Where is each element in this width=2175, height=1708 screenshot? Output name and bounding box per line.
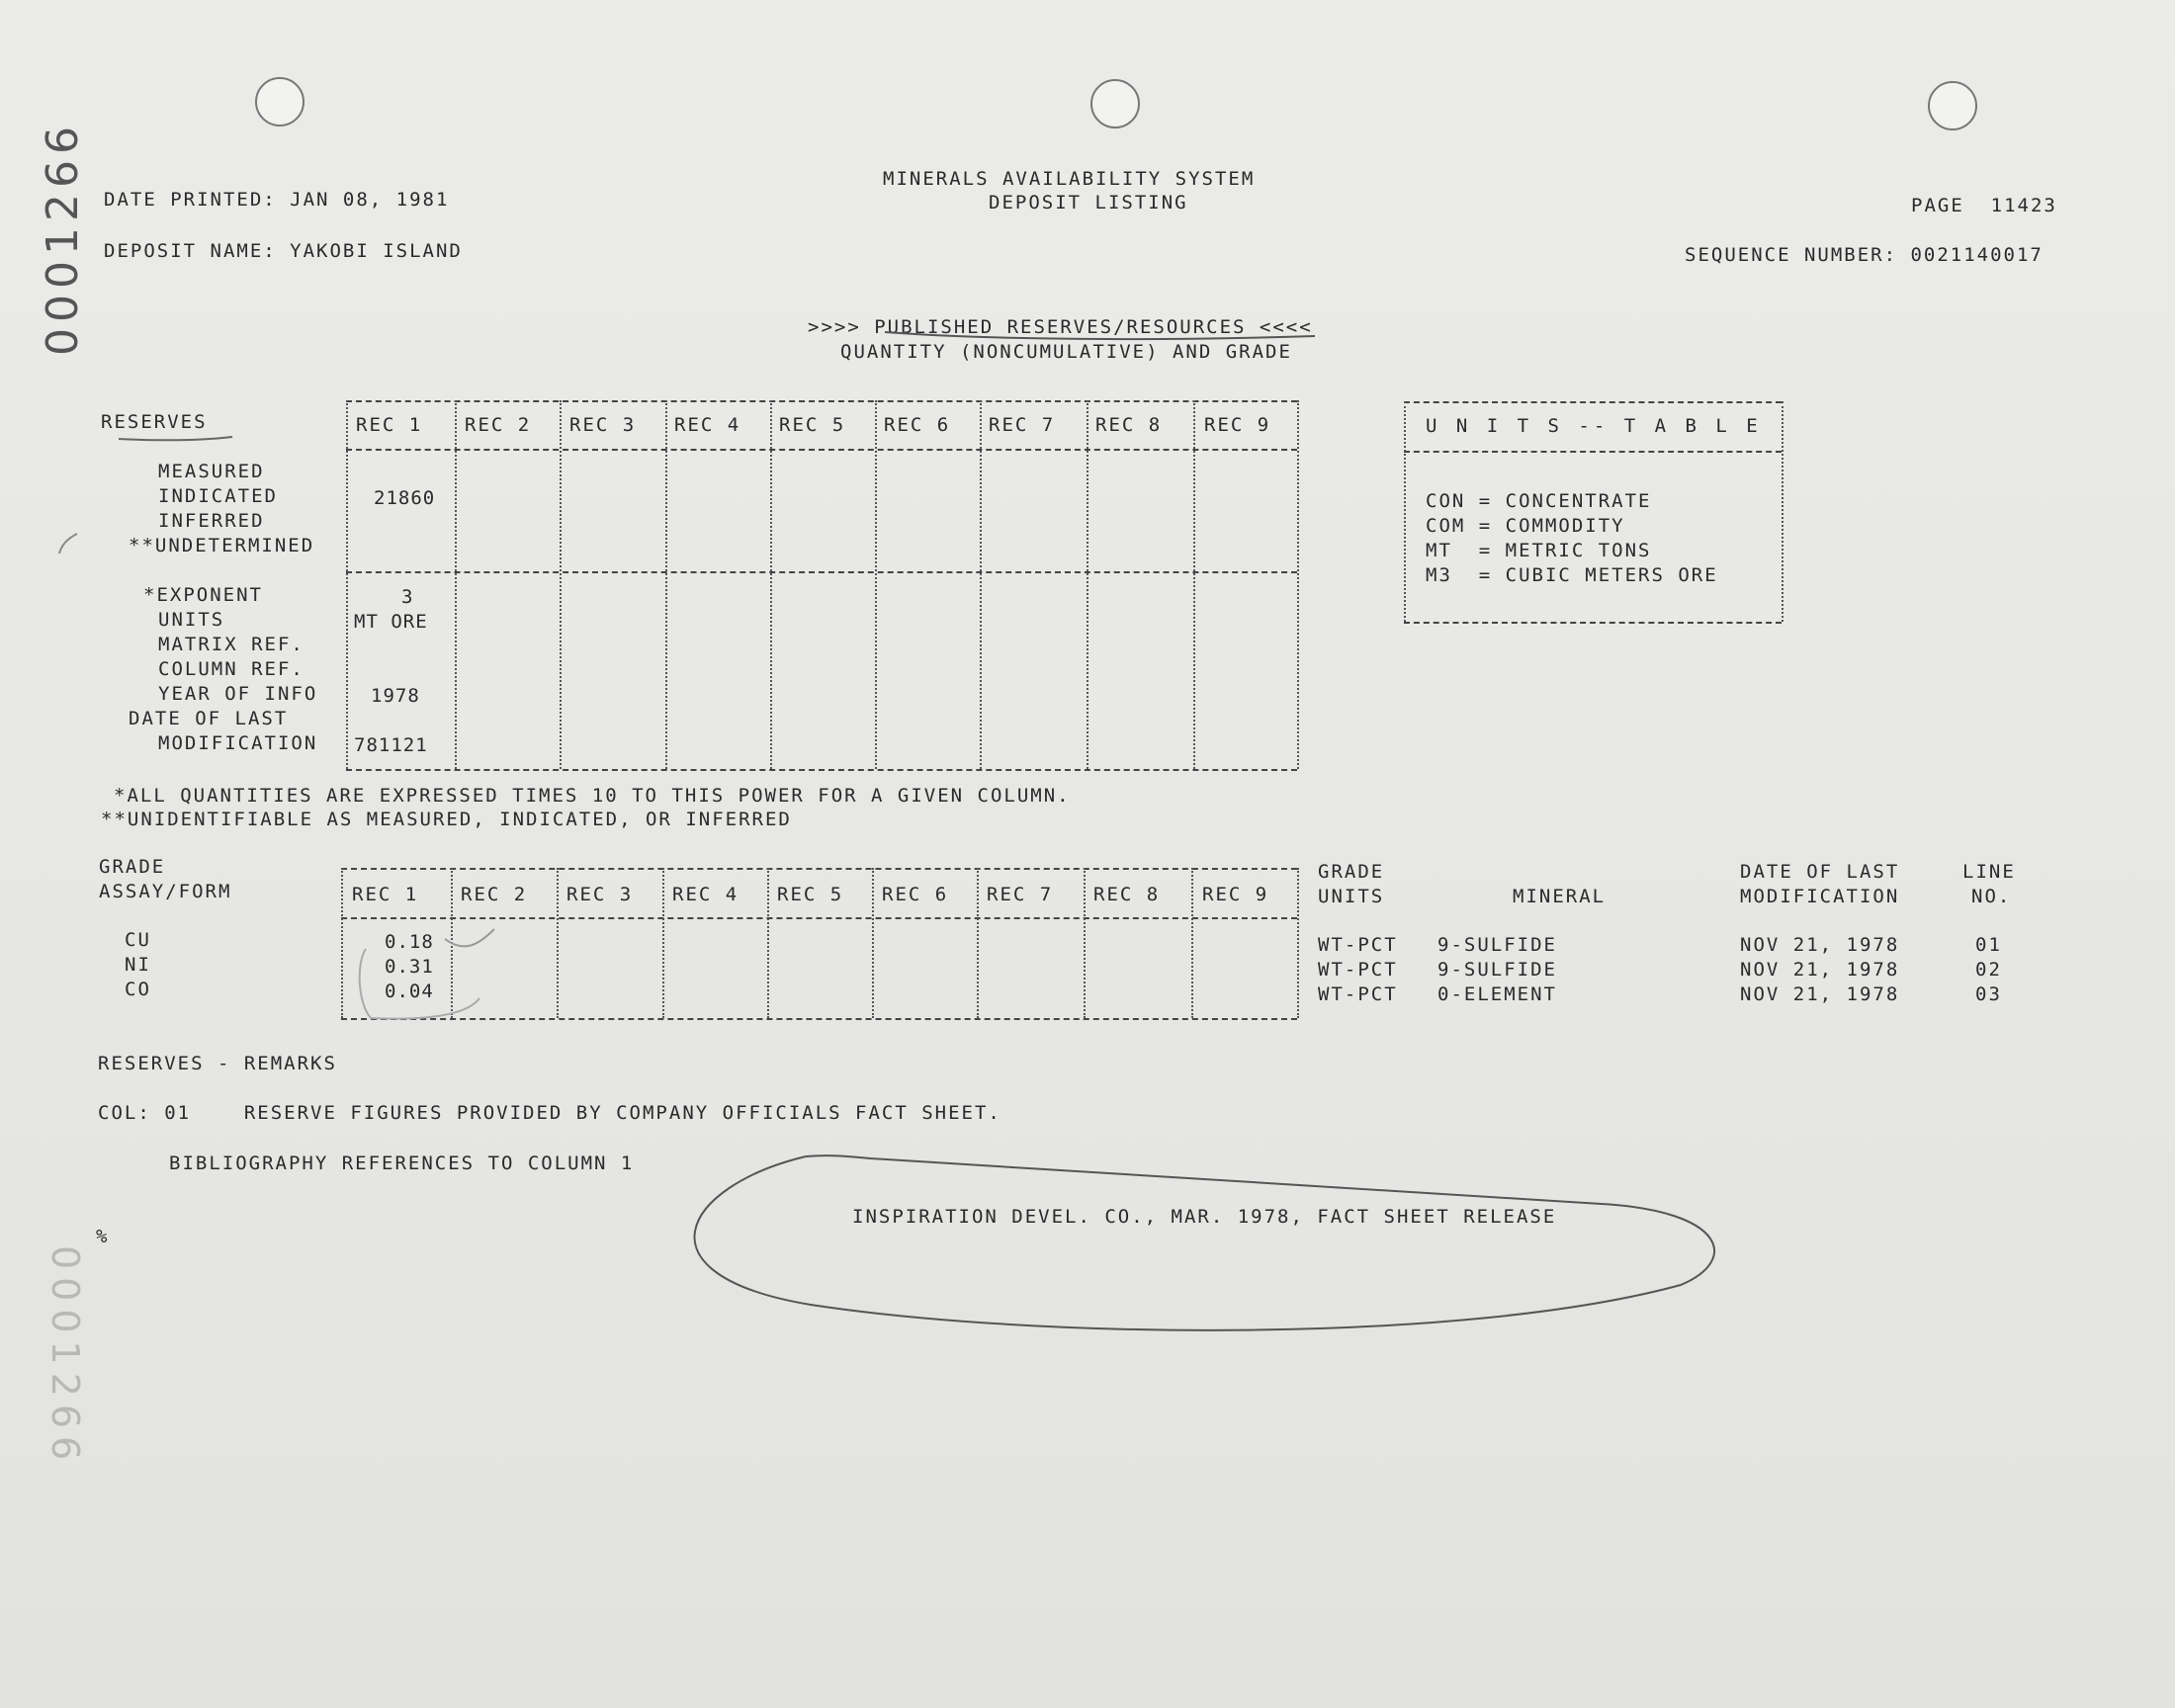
grade-row-ni-rec1: 0.31 — [385, 956, 434, 978]
grade-col-rec2: REC 2 — [461, 884, 528, 905]
grade-units-header-2: UNITS — [1318, 886, 1385, 907]
modification-rec1-value: 781121 — [354, 734, 428, 756]
bibliography-reference: INSPIRATION DEVEL. CO., MAR. 1978, FACT SHEET RELEASE — [852, 1206, 1557, 1228]
row-label-units: UNITS — [158, 609, 225, 631]
reserves-col-rec6: REC 6 — [884, 414, 951, 436]
grade-row-cu-mineral: 9-SULFIDE — [1437, 934, 1557, 956]
row-label-undetermined: **UNDETERMINED — [129, 535, 315, 556]
grade-row-ni-date: NOV 21, 1978 — [1740, 959, 1900, 981]
reserves-col-rec1: REC 1 — [356, 414, 423, 436]
row-label-inferred: INFERRED — [158, 510, 265, 532]
grade-row-co-assay: CO — [125, 979, 151, 1000]
reserves-col-rec3: REC 3 — [569, 414, 637, 436]
reserves-col-rec7: REC 7 — [989, 414, 1056, 436]
reference-circle-annotation — [695, 1155, 1715, 1330]
reserves-col-rec5: REC 5 — [779, 414, 846, 436]
grade-row-ni-line: 02 — [1975, 959, 2002, 981]
reserves-col-rec9: REC 9 — [1204, 414, 1271, 436]
year-of-info-rec1-value: 1978 — [371, 685, 420, 707]
reserves-col-rec8: REC 8 — [1095, 414, 1163, 436]
row-label-date-of-last: DATE OF LAST — [129, 708, 289, 729]
grade-row-cu-rec1: 0.18 — [385, 931, 434, 953]
date-printed: DATE PRINTED: JAN 08, 1981 — [104, 189, 450, 211]
reserves-underline-annotation — [119, 437, 232, 440]
row-label-year-of-info: YEAR OF INFO — [158, 683, 318, 705]
row-label-measured: MEASURED — [158, 461, 265, 482]
section-title: >>>> PUBLISHED RESERVES/RESOURCES <<<< — [808, 316, 1313, 338]
grade-col-rec7: REC 7 — [987, 884, 1054, 905]
grade-col-rec5: REC 5 — [777, 884, 844, 905]
margin-stamp-top: 0001266 — [38, 121, 88, 356]
title-underline-annotation — [885, 332, 1315, 339]
grade-bracket-annotation — [360, 949, 479, 1019]
grade-row-co-line: 03 — [1975, 983, 2002, 1005]
percent-marker: % — [96, 1226, 110, 1247]
grade-row-co-date: NOV 21, 1978 — [1740, 983, 1900, 1005]
bibliography-heading: BIBLIOGRAPHY REFERENCES TO COLUMN 1 — [169, 1153, 635, 1174]
reserves-label: RESERVES — [101, 411, 208, 433]
deposit-name: DEPOSIT NAME: YAKOBI ISLAND — [104, 240, 463, 262]
units-entry-m3: M3 = CUBIC METERS ORE — [1426, 564, 1718, 586]
grade-col-rec4: REC 4 — [672, 884, 740, 905]
section-subtitle: QUANTITY (NONCUMULATIVE) AND GRADE — [840, 341, 1292, 363]
title-line-2: DEPOSIT LISTING — [989, 192, 1188, 214]
grade-col-rec6: REC 6 — [882, 884, 949, 905]
row-label-column-ref: COLUMN REF. — [158, 658, 304, 680]
assay-form-label: ASSAY/FORM — [99, 881, 232, 902]
title-line-1: MINERALS AVAILABILITY SYSTEM — [883, 168, 1256, 190]
grade-row-cu-units: WT-PCT — [1318, 934, 1398, 956]
grade-row-co-rec1: 0.04 — [385, 981, 434, 1002]
footnote-undetermined: **UNIDENTIFIABLE AS MEASURED, INDICATED, OR INFERRED — [101, 809, 792, 830]
grade-row-co-mineral: 0-ELEMENT — [1437, 983, 1557, 1005]
grade-row-ni-assay: NI — [125, 954, 151, 976]
reserves-col-rec4: REC 4 — [674, 414, 741, 436]
grade-col-rec3: REC 3 — [566, 884, 634, 905]
modification-header: MODIFICATION — [1740, 886, 1900, 907]
grade-row-ni-units: WT-PCT — [1318, 959, 1398, 981]
footnote-exponent: *ALL QUANTITIES ARE EXPRESSED TIMES 10 TO THIS POWER FOR A GIVEN COLUMN. — [114, 785, 1071, 807]
grade-col-rec8: REC 8 — [1093, 884, 1161, 905]
units-rec1-value: MT ORE — [354, 611, 428, 633]
row-label-exponent: *EXPONENT — [143, 584, 263, 606]
grade-row-cu-assay: CU — [125, 929, 151, 951]
reserves-col-rec2: REC 2 — [465, 414, 532, 436]
remarks-title: RESERVES - REMARKS — [98, 1053, 337, 1074]
units-table-title: U N I T S -- T A B L E — [1426, 415, 1762, 437]
sequence-number: SEQUENCE NUMBER: 0021140017 — [1685, 244, 2044, 266]
indicated-rec1-value: 21860 — [374, 487, 436, 509]
grade-col-rec9: REC 9 — [1202, 884, 1269, 905]
line-header: LINE — [1962, 861, 2016, 883]
line-no-header: NO. — [1971, 886, 2012, 907]
grade-row-co-units: WT-PCT — [1318, 983, 1398, 1005]
margin-tick-annotation — [59, 534, 77, 554]
row-label-indicated: INDICATED — [158, 485, 278, 507]
grade-units-header-1: GRADE — [1318, 861, 1385, 883]
units-entry-con: CON = CONCENTRATE — [1426, 490, 1652, 512]
checkmark-annotation — [445, 929, 494, 946]
exponent-rec1-value: 3 — [401, 586, 414, 608]
grade-row-cu-date: NOV 21, 1978 — [1740, 934, 1900, 956]
units-entry-com: COM = COMMODITY — [1426, 515, 1625, 537]
grade-row-ni-mineral: 9-SULFIDE — [1437, 959, 1557, 981]
margin-stamp-bottom: 0001266 — [44, 1245, 87, 1469]
grade-col-rec1: REC 1 — [352, 884, 419, 905]
row-label-modification: MODIFICATION — [158, 732, 318, 754]
remarks-col-line: COL: 01 RESERVE FIGURES PROVIDED BY COMPANY OFFICIALS FACT SHEET. — [98, 1102, 1001, 1124]
grade-label: GRADE — [99, 856, 166, 878]
page-number: PAGE 11423 — [1911, 195, 2057, 216]
row-label-matrix-ref: MATRIX REF. — [158, 634, 304, 655]
mineral-header: MINERAL — [1513, 886, 1607, 907]
date-of-last-header: DATE OF LAST — [1740, 861, 1900, 883]
units-entry-mt: MT = METRIC TONS — [1426, 540, 1652, 561]
grade-row-cu-line: 01 — [1975, 934, 2002, 956]
